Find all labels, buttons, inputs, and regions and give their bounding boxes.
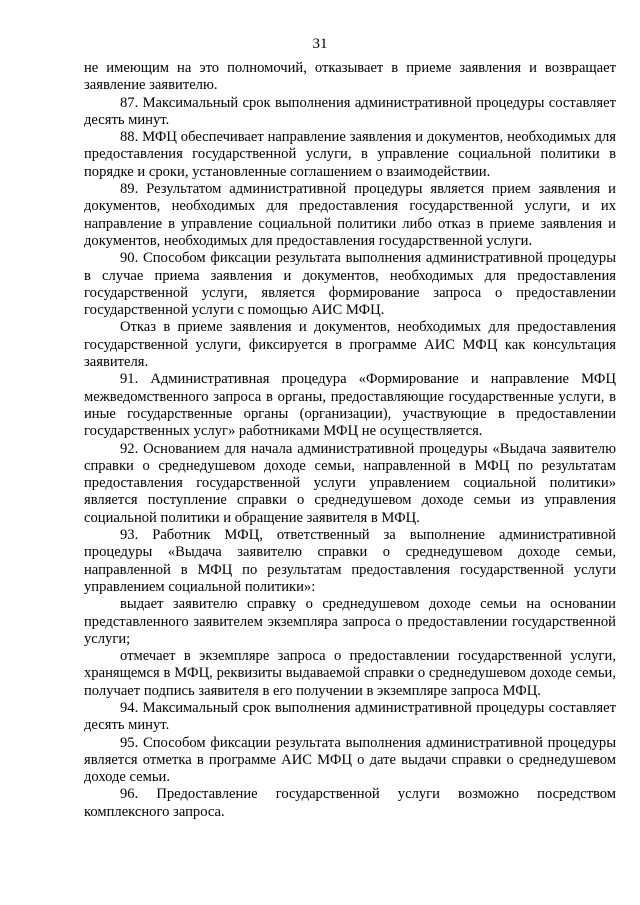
- paragraph-96: 96. Предоставление государственной услуги возможно посредством комплексного запроса.: [84, 786, 616, 820]
- paragraph-90-refusal: Отказ в приеме заявления и документов, необходимых для предоставления государственной услуги, фиксируется в программе АИС МФЦ как консультация заявителя.: [84, 319, 616, 371]
- paragraph-91: 91. Административная процедура «Формирование и направление МФЦ межведомственного запроса в органы, предоставляющие государственные услуги, в иные государственные органы (организации), участвующие в предоставлении государственных услуг» работниками МФЦ не осуществляется.: [84, 371, 616, 440]
- paragraph-continuation: не имеющим на это полномочий, отказывает в приеме заявления и возвращает заявление заявителю.: [84, 60, 616, 94]
- paragraph-90: 90. Способом фиксации результата выполнения административной процедуры в случае приема заявления и документов, необходимых для предоставления государственной услуги, является формирование запроса о предоставлении государственной услуги с помощью АИС МФЦ.: [84, 250, 616, 319]
- paragraph-95: 95. Способом фиксации результата выполнения административной процедуры является отметка в программе АИС МФЦ о дате выдачи справки о среднедушевом доходе семьи.: [84, 734, 616, 786]
- paragraph-87: 87. Максимальный срок выполнения административной процедуры составляет десять минут.: [84, 94, 616, 128]
- paragraph-93-item-2: отмечает в экземпляре запроса о предоставлении государственной услуги, хранящемся в МФЦ, реквизиты выдаваемой справки о среднедушевом доходе семьи, получает подпись заявителя в его получении в экземпляре запроса МФЦ.: [84, 648, 616, 699]
- document-body: [84, 60, 616, 821]
- page-number: 31: [312, 36, 328, 52]
- paragraph-92: 92. Основанием для начала административной процедуры «Выдача заявителю справки о среднедушевом доходе семьи, направленной в МФЦ по результатам предоставления государственной услуги управлением социальной политики» является поступление справки о среднедушевом доходе семьи из управления социальной политики и обращение заявителя в МФЦ.: [84, 440, 616, 526]
- paragraph-93: 93. Работник МФЦ, ответственный за выполнение административной процедуры «Выдача заявителю справки о среднедушевом доходе семьи, направленной в МФЦ по результатам предоставления государственной услуги управлением социальной политики»:: [84, 527, 616, 595]
- paragraph-89: 89. Результатом административной процедуры является прием заявления и документов, необходимых для предоставления государственной услуги, и их направление в управление социальной политики либо отказ в приеме заявления и документов, необходимых для предоставления государственной услуги.: [84, 181, 616, 249]
- paragraph-93-item-1: выдает заявителю справку о среднедушевом доходе семьи на основании представленного заявителем экземпляра запроса о предоставлении государственной услуги;: [84, 596, 616, 647]
- paragraph-94: 94. Максимальный срок выполнения административной процедуры составляет десять минут.: [84, 699, 616, 734]
- paragraph-88: 88. МФЦ обеспечивает направление заявления и документов, необходимых для предоставления государственной услуги, в управление социальной политики в порядке и сроки, установленные соглашением о взаимодействии.: [84, 129, 616, 180]
